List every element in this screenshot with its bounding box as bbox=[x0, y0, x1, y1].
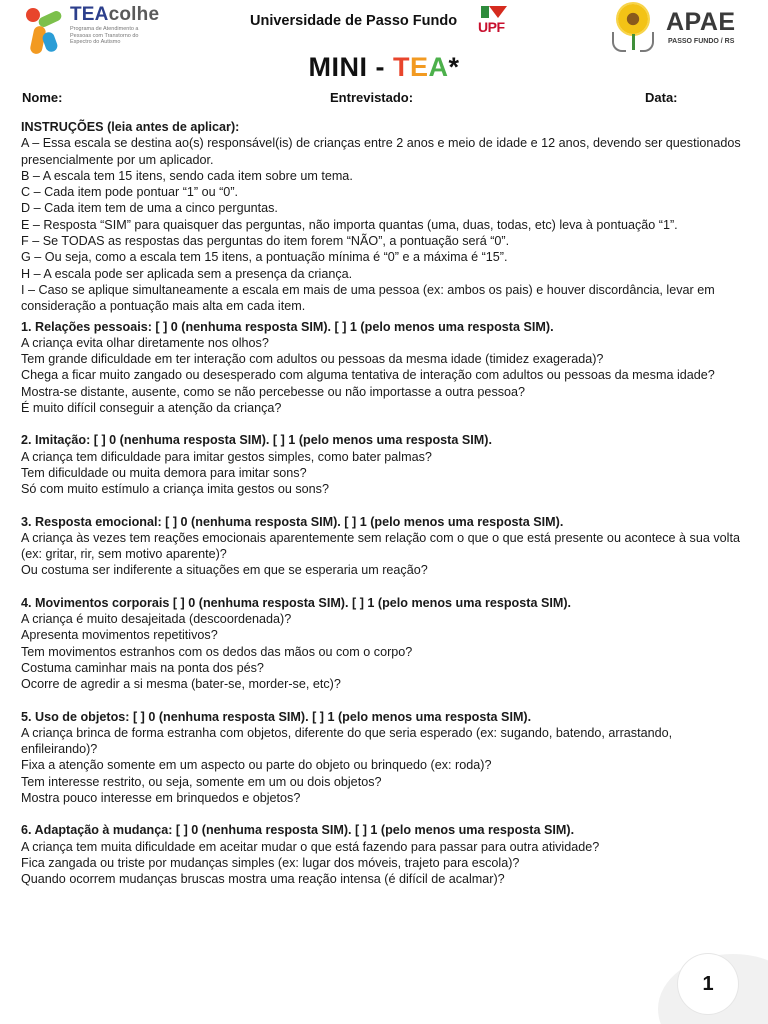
question: Ou costuma ser indiferente a situações em que se esperaria um reação? bbox=[21, 563, 428, 578]
university-name: Universidade de Passo Fundo bbox=[250, 13, 458, 29]
question: A criança tem muita dificuldade em aceitar mudar o que está fazendo para passar para outra atividade? bbox=[21, 839, 600, 854]
question: A criança brinca de forma estranha com objetos, diferente do que seria esperado (ex: sugando, batendo, arrastando, enfileirando)? bbox=[21, 725, 673, 757]
question: Chega a ficar muito zangado ou desesperado com alguma tentativa de interação com adultos ou pessoas da mesma idade? bbox=[21, 368, 715, 383]
question: Mostra-se distante, ausente, como se não percebesse ou não importasse a outra pessoa? bbox=[21, 384, 526, 399]
document-body bbox=[21, 119, 751, 887]
instructions-list bbox=[21, 135, 751, 314]
form-fields-row bbox=[22, 90, 746, 108]
section-imitacao bbox=[21, 432, 751, 497]
upf-text: UPF bbox=[478, 19, 505, 35]
sunflower-hands-icon bbox=[612, 2, 656, 54]
question: Fixa a atenção somente em um aspecto ou parte do objeto ou brinquedo (ex: roda)? bbox=[21, 758, 492, 773]
instruction-item: I – Caso se aplique simultaneamente a escala em mais de uma pessoa (ex: ambos os pais) e houver discordância, levar em consideração a pontuação mais alta em cada item. bbox=[21, 282, 715, 314]
instruction-item: A – Essa escala se destina ao(s) responsável(is) de crianças entre 2 anos e meio de idade e 12 anos, devendo ser questionados presencialmente por um aplicador. bbox=[21, 136, 741, 167]
question: Tem grande dificuldade em ter interação com adultos ou pessoas da mesma idade (timidez exagerada)? bbox=[21, 352, 604, 367]
section-resposta-emocional bbox=[21, 514, 751, 579]
question: A criança é muito desajeitada (descoordenada)? bbox=[21, 612, 292, 627]
instruction-item: C – Cada item pode pontuar “1” ou “0”. bbox=[21, 185, 239, 200]
apae-logo bbox=[612, 2, 752, 56]
entrevistado-label: Entrevistado: bbox=[330, 90, 414, 105]
instructions-heading: INSTRUÇÕES (leia antes de aplicar): bbox=[21, 120, 240, 134]
question: Costuma caminhar mais na ponta dos pés? bbox=[21, 660, 264, 675]
apae-subtitle: PASSO FUNDO / RS bbox=[668, 38, 735, 45]
question: É muito difícil conseguir a atenção da criança? bbox=[21, 401, 282, 416]
instruction-item: D – Cada item tem de uma a cinco perguntas. bbox=[21, 201, 278, 216]
question: Mostra pouco interesse em brinquedos e objetos? bbox=[21, 790, 301, 805]
question: A criança tem dificuldade para imitar gestos simples, como bater palmas? bbox=[21, 449, 432, 464]
upf-logo bbox=[478, 6, 512, 36]
section-movimentos-corporais bbox=[21, 595, 751, 693]
apae-name: APAE bbox=[666, 8, 736, 36]
instruction-item: G – Ou seja, como a escala tem 15 itens, a pontuação mínima é “0” e a máxima é “15”. bbox=[21, 250, 508, 265]
section-heading: 5. Uso de objetos: [ ] 0 (nenhuma resposta SIM). [ ] 1 (pelo menos uma resposta SIM). bbox=[21, 709, 532, 724]
page-header bbox=[0, 0, 768, 60]
question: A criança às vezes tem reações emocionais aparentemente sem relação com o que o que está presente ou acontece à sua volta (ex: gritar, rir, sem motivo aparente)? bbox=[21, 530, 740, 562]
question: Ocorre de agredir a si mesma (bater-se, morder-se, etc)? bbox=[21, 677, 341, 692]
section-heading: 6. Adaptação à mudança: [ ] 0 (nenhuma resposta SIM). [ ] 1 (pelo menos uma resposta SIM). bbox=[21, 823, 575, 838]
section-heading: 3. Resposta emocional: [ ] 0 (nenhuma resposta SIM). [ ] 1 (pelo menos uma resposta SIM). bbox=[21, 514, 564, 529]
nome-label: Nome: bbox=[22, 90, 63, 105]
upf-flag-icon bbox=[481, 6, 507, 18]
instruction-item: B – A escala tem 15 itens, sendo cada item sobre um tema. bbox=[21, 168, 353, 183]
question: Tem movimentos estranhos com os dedos das mãos ou com o corpo? bbox=[21, 644, 413, 659]
section-heading: 2. Imitação: [ ] 0 (nenhuma resposta SIM). [ ] 1 (pelo menos uma resposta SIM). bbox=[21, 433, 492, 448]
section-relacoes-pessoais bbox=[21, 319, 751, 417]
section-heading: 4. Movimentos corporais [ ] 0 (nenhuma resposta SIM). [ ] 1 (pelo menos uma resposta SIM). bbox=[21, 595, 572, 610]
document-title: MINI - TEA* bbox=[308, 52, 460, 82]
section-uso-de-objetos bbox=[21, 709, 751, 807]
section-heading: 1. Relações pessoais: [ ] 0 (nenhuma resposta SIM). [ ] 1 (pelo menos uma resposta SIM). bbox=[21, 319, 554, 334]
question: Fica zangada ou triste por mudanças simples (ex: lugar dos móveis, trajeto para escola)? bbox=[21, 855, 520, 870]
question: Tem dificuldade ou muita demora para imitar sons? bbox=[21, 465, 307, 480]
question: Só com muito estímulo a criança imita gestos ou sons? bbox=[21, 482, 329, 497]
data-label: Data: bbox=[645, 90, 678, 105]
instruction-item: E – Resposta “SIM” para quaisquer das perguntas, não importa quantas (uma, duas, todas, etc) leva à pontuação “1”. bbox=[21, 217, 678, 232]
teacolhe-name: TEAcolhe bbox=[70, 4, 160, 25]
page-number: 1 bbox=[678, 954, 738, 1014]
question: Apresenta movimentos repetitivos? bbox=[21, 628, 218, 643]
question: Tem interesse restrito, ou seja, somente em um ou dois objetos? bbox=[21, 774, 382, 789]
instruction-item: F – Se TODAS as respostas das perguntas do item forem “NÃO”, a pontuação será “0”. bbox=[21, 234, 510, 249]
question: A criança evita olhar diretamente nos olhos? bbox=[21, 335, 269, 350]
teacolhe-tagline: Programa de Atendimento a Pessoas com Transtorno do Espectro do Autismo bbox=[70, 26, 139, 45]
question: Quando ocorrem mudanças bruscas mostra uma reação intensa (é difícil de acalmar)? bbox=[21, 872, 505, 887]
instruction-item: H – A escala pode ser aplicada sem a presença da criança. bbox=[21, 266, 353, 281]
section-adaptacao-mudanca bbox=[21, 822, 751, 887]
